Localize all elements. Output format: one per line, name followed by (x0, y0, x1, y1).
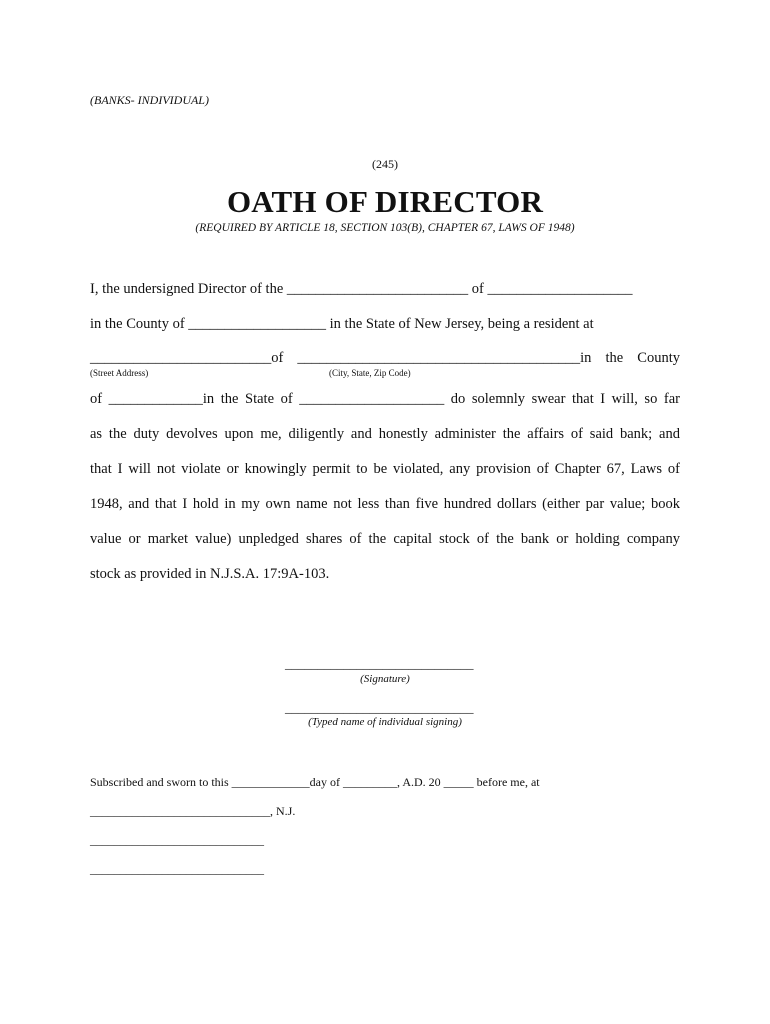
body-line-8: value or market value) unpledged shares of the capital stock of the bank or holding company (90, 531, 680, 547)
body-line-2: in the County of ___________________ in the State of New Jersey, being a resident at (90, 316, 594, 332)
jurat-line-1: Subscribed and sworn to this _____________day of _________, A.D. 20 _____ before me, at (90, 775, 540, 789)
jurat-line-2: ______________________________, N.J. (90, 804, 296, 818)
signature-line: _____________________________ (285, 656, 474, 671)
city-state-zip-caption: (City, State, Zip Code) (329, 368, 411, 378)
form-number: (245) (372, 157, 398, 171)
body-line-6: that I will not violate or knowingly permit to be violated, any provision of Chapter 67, Laws of (90, 461, 680, 477)
street-address-caption: (Street Address) (90, 368, 149, 378)
body-line-4: of _____________in the State of ____________________ do solemnly swear that I will, so far (90, 391, 680, 407)
form-category-label: (BANKS- INDIVIDUAL) (90, 93, 209, 107)
page-subtitle: (REQUIRED BY ARTICLE 18, SECTION 103(B), CHAPTER 67, LAWS OF 1948) (195, 222, 575, 234)
page-title: OATH OF DIRECTOR (226, 184, 544, 219)
body-line-7: 1948, and that I hold in my own name not less than five hundred dollars (either par value; book (90, 496, 680, 512)
typed-name-caption: (Typed name of individual signing) (308, 716, 462, 728)
body-line-3: _________________________of _______________________________________in the County (90, 350, 680, 366)
body-line-9: stock as provided in N.J.S.A. 17:9A-103. (90, 566, 330, 582)
body-line-1: I, the undersigned Director of the _________________________ of ____________________ (90, 281, 633, 297)
jurat-line-4: _____________________________ (90, 862, 264, 876)
typed-name-line: _____________________________ (285, 700, 474, 715)
body-line-5: as the duty devolves upon me, diligently and honestly administer the affairs of said bank; and (90, 426, 680, 442)
jurat-line-3: _____________________________ (90, 833, 264, 847)
signature-caption: (Signature) (360, 673, 410, 685)
